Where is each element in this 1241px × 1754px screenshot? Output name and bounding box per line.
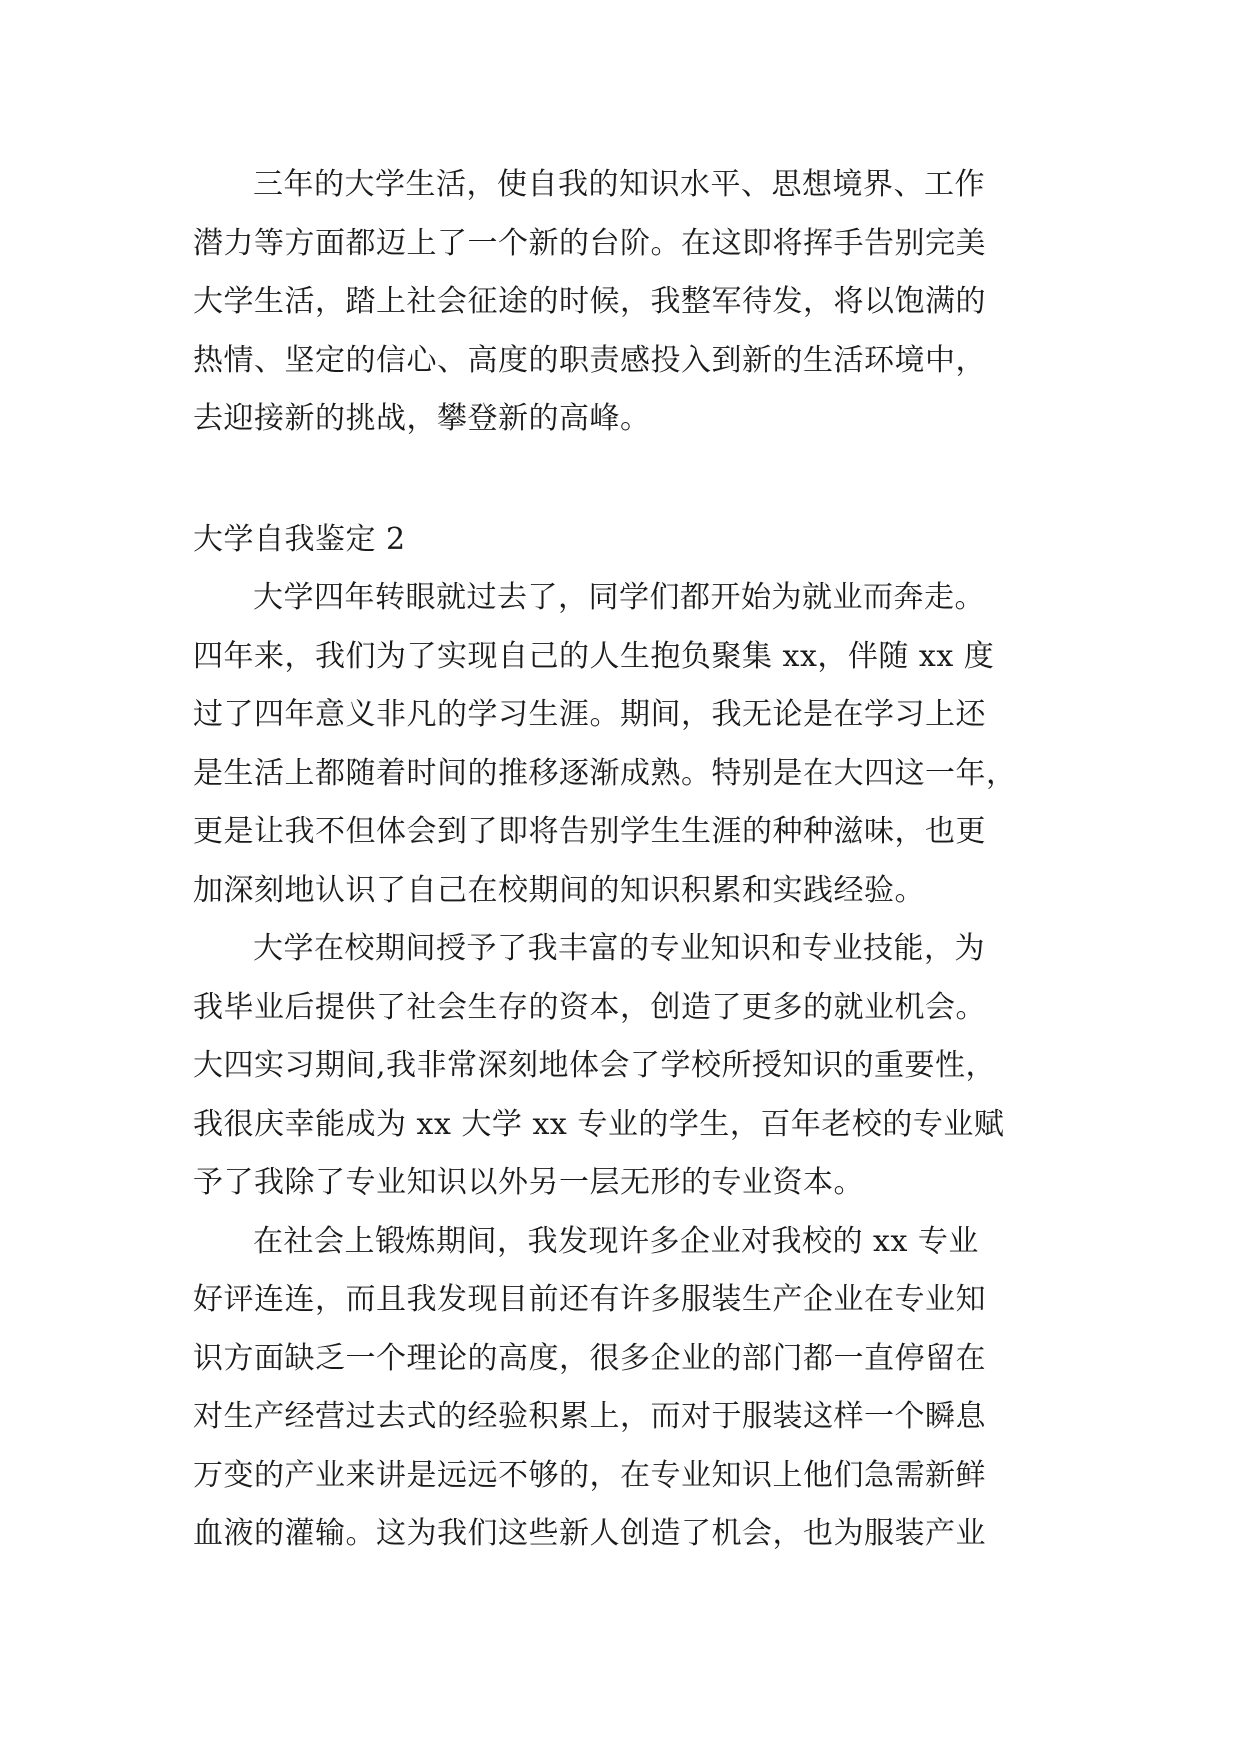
- paragraph-line: 好评连连，而且我发现目前还有许多服装生产企业在专业知: [193, 1282, 986, 1317]
- body-paragraph-2: [193, 920, 1073, 1213]
- paragraph-line: 是生活上都随着时间的推移逐渐成熟。特别是在大四这一年，: [193, 755, 1017, 791]
- paragraph-line: 予了我除了专业知识以外另一层无形的专业资本。: [193, 1165, 864, 1200]
- section-heading: 大学自我鉴定 2: [193, 521, 406, 557]
- paragraph-line: 潜力等方面都迈上了一个新的台阶。在这即将挥手告别完美: [193, 225, 986, 261]
- paragraph-line: 更是让我不但体会到了即将告别学生生涯的种种滋味，也更: [193, 814, 986, 849]
- paragraph-line: 热情、坚定的信心、高度的职责感投入到新的生活环境中，: [193, 342, 986, 378]
- paragraph-line: 大学在校期间授予了我丰富的专业知识和专业技能，为: [253, 931, 985, 966]
- paragraph-line: 万变的产业来讲是远远不够的，在专业知识上他们急需新鲜: [193, 1457, 986, 1493]
- paragraph-line: 我毕业后提供了社会生存的资本，创造了更多的就业机会。: [193, 989, 986, 1025]
- paragraph-line: 四年来，我们为了实现自己的人生抱负聚集 xx，伴随 xx 度: [193, 638, 995, 674]
- paragraph-line: 血液的灌输。这为我们这些新人创造了机会，也为服装产业: [193, 1516, 986, 1551]
- paragraph-line: 对生产经营过去式的经验积累上，而对于服装这样一个瞬息: [193, 1399, 986, 1434]
- paragraph-line: 加深刻地认识了自己在校期间的知识积累和实践经验。: [193, 872, 925, 908]
- paragraph-line: 大四实习期间,我非常深刻地体会了学校所授知识的重要性，: [193, 1048, 997, 1083]
- body-paragraph-3: [193, 1213, 1073, 1564]
- body-paragraph-1: [193, 569, 1073, 920]
- paragraph-line: 在社会上锻炼期间，我发现许多企业对我校的 xx 专业: [253, 1223, 979, 1259]
- paragraph-line: 三年的大学生活，使自我的知识水平、思想境界、工作: [253, 167, 985, 202]
- paragraph-line: 去迎接新的挑战，攀登新的高峰。: [193, 401, 651, 436]
- spacer: [193, 449, 1073, 511]
- paragraph-line: 大学四年转眼就过去了，同学们都开始为就业而奔走。: [253, 580, 985, 615]
- paragraph-line: 我很庆幸能成为 xx 大学 xx 专业的学生，百年老校的专业赋: [193, 1106, 1005, 1142]
- paragraph-line: 过了四年意义非凡的学习生涯。期间，我无论是在学习上还: [193, 697, 986, 732]
- document-body: [193, 156, 1073, 1564]
- paragraph-line: 识方面缺乏一个理论的高度，很多企业的部门都一直停留在: [193, 1340, 986, 1376]
- intro-paragraph: [193, 156, 1073, 449]
- paragraph-line: 大学生活，踏上社会征途的时候，我整军待发，将以饱满的: [193, 284, 986, 319]
